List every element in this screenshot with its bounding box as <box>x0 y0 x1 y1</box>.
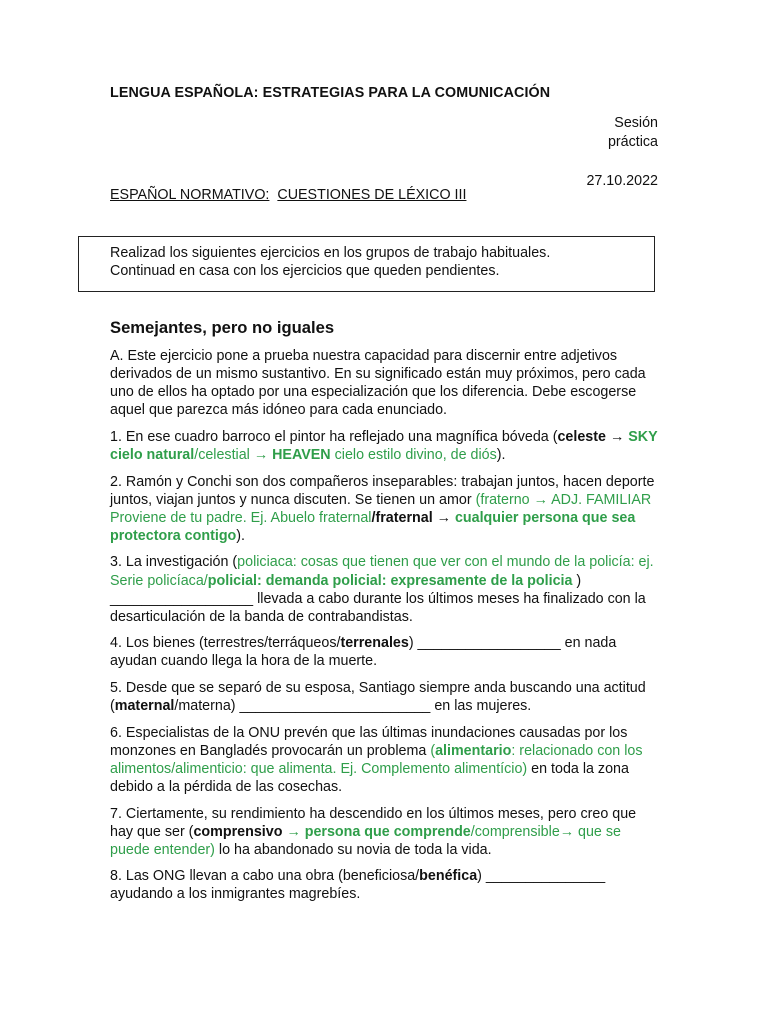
arrow-icon: → <box>559 823 575 840</box>
item-3-close: ) <box>572 572 582 589</box>
item-2-answer: /fraternal <box>371 509 433 526</box>
item-3-option: policiaca: cosas que tienen que ver con el mundo de la policía: ej. Serie policíaca/ <box>110 554 654 589</box>
exercise-item-4 <box>110 634 660 670</box>
item-2-option: (fraterno <box>475 491 534 508</box>
session-info <box>586 114 658 191</box>
section-title <box>110 187 466 203</box>
item-1-note-3: cielo estilo divino, de diós <box>330 446 497 463</box>
exercise-item-8 <box>110 867 660 903</box>
exercise-body <box>110 347 660 912</box>
exercise-item-1 <box>110 428 660 464</box>
arrow-icon: → <box>533 491 548 508</box>
instructions-box <box>78 236 655 292</box>
exercise-item-2 <box>110 473 660 545</box>
item-6-text: 6. Especialistas de la ONU prevén que las últimas inundaciones causadas por los monzones en Bangladés provocarán un problema <box>110 724 628 759</box>
item-1-note: SKY cielo natural <box>110 428 658 463</box>
exercise-heading: Semejantes, pero no iguales <box>110 318 335 337</box>
section-topic: CUESTIONES DE LÉXICO III <box>277 187 467 203</box>
instructions-line-2: Continuad en casa con los ejercicios que queden pendientes. <box>110 263 500 279</box>
exercise-item-7 <box>110 805 660 859</box>
item-1-text: 1. En ese cuadro barroco el pintor ha reflejado una magnífica bóveda ( <box>110 428 558 445</box>
session-label-line2: práctica <box>607 134 658 150</box>
arrow-icon: → <box>436 509 451 526</box>
item-8-answer: benéfica <box>419 868 478 885</box>
arrow-icon: → <box>609 428 625 445</box>
item-6-rest: en toda la zona debido a la pérdida de las cosechas. <box>110 760 629 795</box>
item-3-text: 3. La investigación ( <box>110 554 238 571</box>
item-5-rest: /materna) ________________________ en las mujeres. <box>174 698 532 715</box>
item-4-rest: ) __________________ en nada ayudan cuando llega la hora de la muerte. <box>110 635 617 670</box>
exercise-item-3 <box>110 553 660 625</box>
item-6-note: : relacionado con los alimentos/alimenticio: que alimenta. Ej. Complemento alimentício) <box>110 742 643 777</box>
item-7-note-2: que se puede entender) <box>110 823 621 858</box>
item-6-answer: alimentario <box>435 742 512 759</box>
course-title: LENGUA ESPAÑOLA: ESTRATEGIAS PARA LA COMUNICACIÓN <box>110 85 551 101</box>
item-1-answer: celeste <box>557 428 606 445</box>
item-2-note: ADJ. FAMILIAR Proviene de tu padre. Ej. Abuelo fraternal <box>110 491 652 526</box>
item-8-text: 8. Las ONG llevan a cabo una obra (beneficiosa/ <box>110 868 420 885</box>
session-label-line1: Sesión <box>614 115 658 131</box>
exercise-intro: A. Este ejercicio pone a prueba nuestra capacidad para discernir entre adjetivos derivados de un mismo sustantivo. En su significado están muy próximos, pero cada uno de ellos ha optado por una especialización que los diferencia. Debe escogerse aquel que parezca más idóneo para cada enunciado. <box>110 348 646 419</box>
item-7-rest: lo ha abandonado su novia de toda la vida. <box>214 841 492 858</box>
item-4-answer: terrenales <box>340 635 409 652</box>
item-2-note-2: cualquier persona que sea protectora contigo <box>110 509 636 544</box>
item-7-note: persona que comprende <box>304 823 471 840</box>
item-1-note-2: HEAVEN <box>272 446 331 463</box>
arrow-icon: → <box>253 446 269 463</box>
instructions-line-1: Realizad los siguientes ejercicios en los grupos de trabajo habituales. <box>110 245 551 261</box>
item-3-rest: __________________ llevada a cabo durante los últimos meses ha finalizado con la desarticulación de la banda de contrabandistas. <box>110 590 646 625</box>
item-2-end: ). <box>236 527 246 544</box>
item-5-answer: maternal <box>114 698 175 715</box>
item-7-option: /comprensible <box>470 823 560 840</box>
exercise-item-5 <box>110 679 660 715</box>
item-3-answer: policial: demanda policial: expresamente de la policia <box>207 572 573 589</box>
item-4-text: 4. Los bienes (terrestres/terráqueos/ <box>110 635 341 652</box>
item-5-text: 5. Desde que se separó de su esposa, Santiago siempre anda buscando una actitud ( <box>110 680 646 715</box>
item-6-open: ( <box>430 742 436 759</box>
exercise-item-6 <box>110 724 660 796</box>
item-1-end: ). <box>496 446 506 463</box>
item-1-option: /celestial <box>194 446 254 463</box>
item-7-answer: comprensivo <box>193 823 283 840</box>
section-prefix: ESPAÑOL NORMATIVO: <box>110 187 270 203</box>
session-date: 27.10.2022 <box>586 173 658 189</box>
item-2-text: 2. Ramón y Conchi son dos compañeros inseparables: trabajan juntos, hacen deporte juntos, viajan juntos y nunca discuten. Se tienen un amor <box>110 473 655 508</box>
item-8-rest: ) _______________ ayudando a los inmigrantes magrebíes. <box>110 868 606 903</box>
arrow-icon: → <box>286 823 301 840</box>
item-7-text: 7. Ciertamente, su rendimiento ha descendido en los últimos meses, pero creo que hay que ser ( <box>110 805 637 840</box>
